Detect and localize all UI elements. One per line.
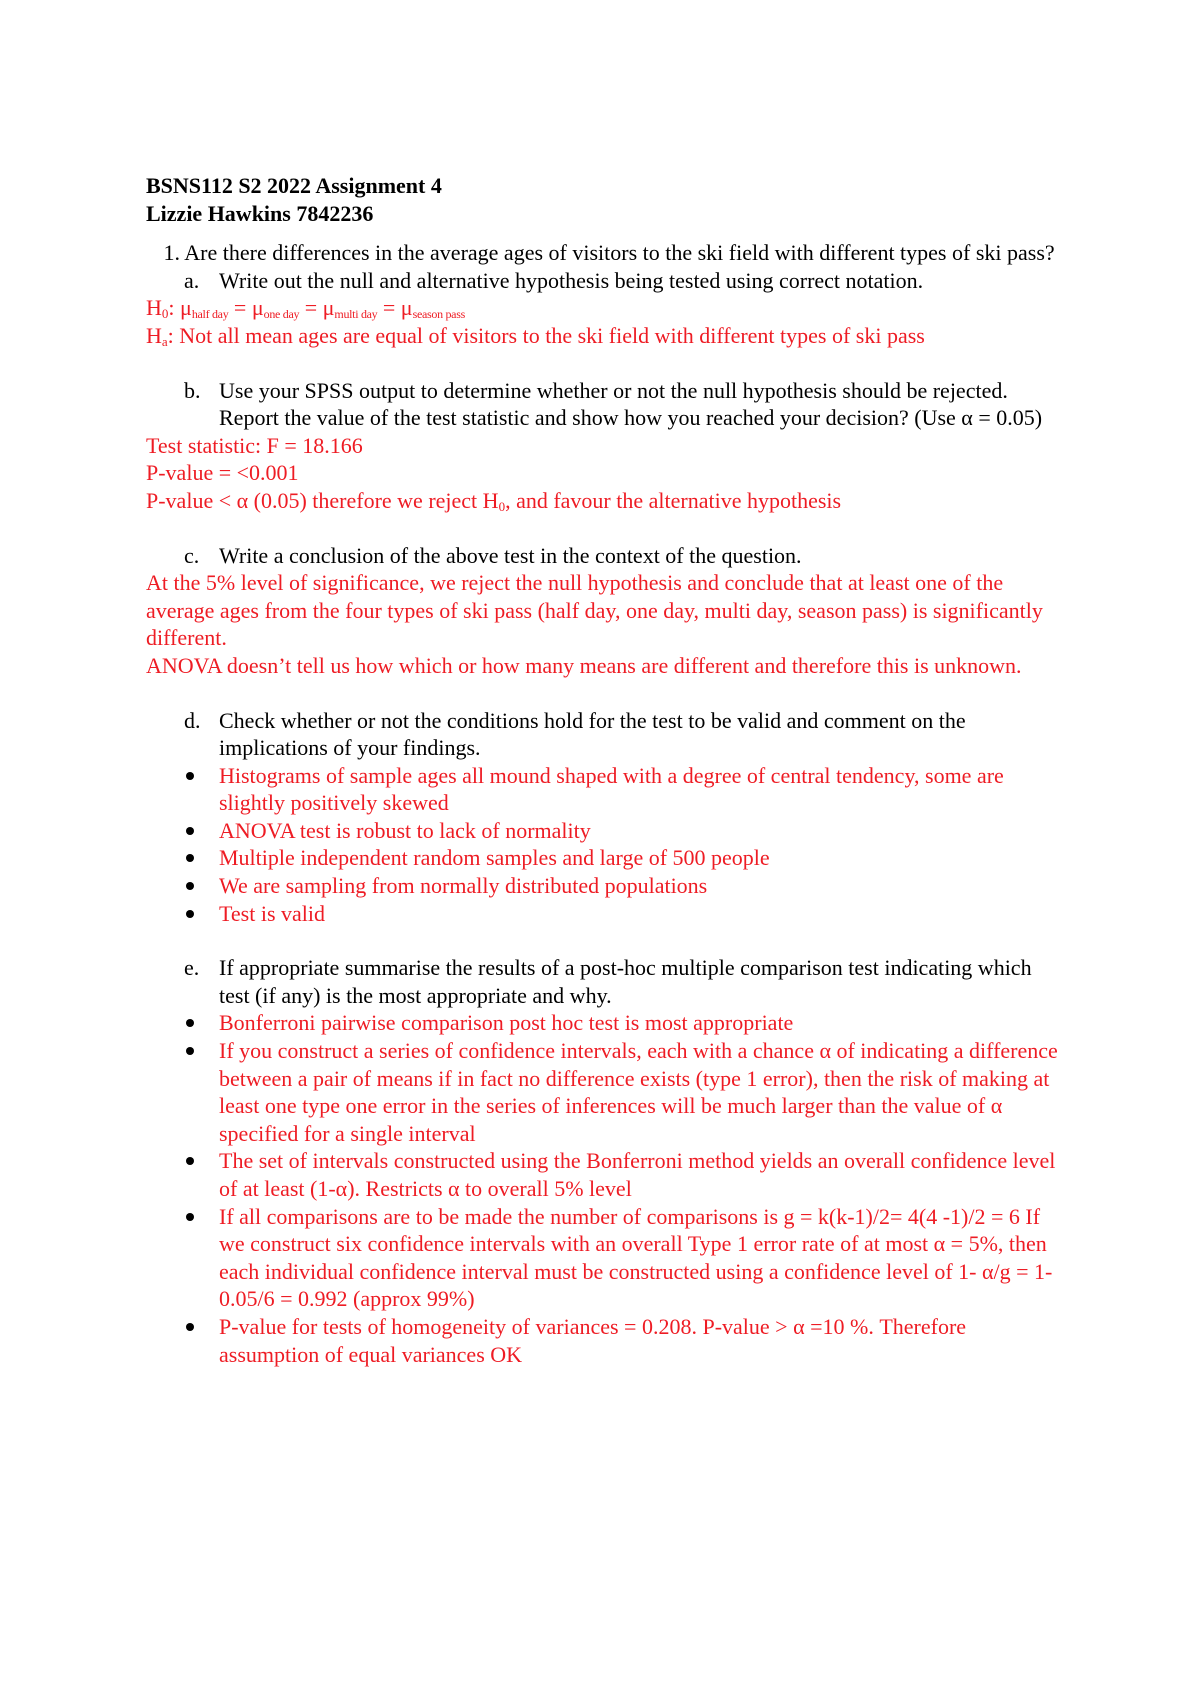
part-b-prompt xyxy=(184,377,1066,432)
part-d-prompt xyxy=(184,707,1066,762)
p-value-answer: P-value = <0.001 xyxy=(146,460,299,486)
ha-sub: a xyxy=(161,333,168,349)
h0-sub: 0 xyxy=(161,306,169,322)
ha-text: : Not all mean ages are equal of visitors to the ski field with different types of ski pass xyxy=(167,322,925,348)
spacer xyxy=(146,515,1066,542)
list-item xyxy=(184,844,1066,872)
spacer xyxy=(146,350,1066,377)
bullet-icon xyxy=(184,872,219,900)
bullet-icon xyxy=(184,817,219,845)
equals-sign: = xyxy=(228,295,252,321)
list-item-text: Multiple independent random samples and large of 500 people xyxy=(219,845,770,871)
document-body xyxy=(146,172,1066,1368)
h0-colon: : xyxy=(168,295,181,321)
spacer xyxy=(146,680,1066,707)
part-c-text: Write a conclusion of the above test in the context of the question. xyxy=(219,542,802,568)
bullet-icon xyxy=(184,1313,219,1368)
anova-note-answer: ANOVA doesn’t tell us how which or how many means are different and therefore this is unknown. xyxy=(146,652,1022,678)
list-item-text: If you construct a series of confidence intervals, each with a chance α of indicating a difference between a pair of means if in fact no difference exists (type 1 error), then the risk of making at least one type one error in the series of inferences will be much larger than the value of α specified for a single interval xyxy=(219,1038,1058,1146)
decision-answer xyxy=(146,487,1066,515)
list-item-text: Histograms of sample ages all mound shaped with a degree of central tendency, some are slightly positively skewed xyxy=(219,762,1004,816)
list-item-text: The set of intervals constructed using the Bonferroni method yields an overall confidence level of at least (1-α). Restricts α to overall 5% level xyxy=(219,1148,1056,1201)
spacer xyxy=(146,927,1066,954)
list-item-text: ANOVA test is robust to lack of normality xyxy=(219,817,591,843)
list-item xyxy=(184,762,1066,817)
list-item xyxy=(184,1313,1066,1368)
question-1-text: Are there differences in the average ages of visitors to the ski field with different types of ski pass? xyxy=(184,240,1055,266)
part-a-prompt xyxy=(184,267,1066,295)
mu-sub-one-day: one day xyxy=(263,307,300,322)
test-statistic-answer: Test statistic: F = 18.166 xyxy=(146,432,363,458)
bullet-icon xyxy=(184,1009,219,1037)
ha-label: H xyxy=(146,322,162,348)
document-title: BSNS112 S2 2022 Assignment 4 xyxy=(146,173,442,198)
list-item-text: P-value for tests of homogeneity of variances = 0.208. P-value > α =10 %. Therefore assumption of equal variances OK xyxy=(219,1313,967,1367)
question-1-number: 1. xyxy=(163,240,180,266)
list-item xyxy=(184,817,1066,845)
part-d-text: Check whether or not the conditions hold for the test to be valid and comment on the implications of your findings. xyxy=(219,707,966,761)
list-item xyxy=(184,1009,1066,1037)
part-e-text: If appropriate summarise the results of a post-hoc multiple comparison test indicating which test (if any) is the most appropriate and why. xyxy=(219,955,1032,1008)
bullet-icon xyxy=(184,1147,219,1202)
null-hypothesis xyxy=(146,294,1066,322)
bullet-icon xyxy=(184,900,219,928)
mu-sub-multi-day: multi day xyxy=(334,307,378,322)
part-c-letter: c. xyxy=(184,542,200,568)
author-line: Lizzie Hawkins 7842236 xyxy=(146,200,374,226)
part-e-prompt xyxy=(184,954,1066,1009)
list-item xyxy=(184,900,1066,928)
list-item xyxy=(184,1037,1066,1147)
list-item-text: We are sampling from normally distributed populations xyxy=(219,873,708,899)
list-item-text: Bonferroni pairwise comparison post hoc test is most appropriate xyxy=(219,1010,794,1036)
bullet-icon xyxy=(184,1203,219,1313)
part-c-prompt xyxy=(184,542,1066,570)
mu-symbol: μ xyxy=(400,295,413,321)
decision-sub: 0 xyxy=(498,498,506,514)
bullet-icon xyxy=(184,1037,219,1147)
h0-label: H xyxy=(146,295,162,321)
part-d-letter: d. xyxy=(184,707,201,733)
part-b-letter: b. xyxy=(184,377,201,403)
list-item xyxy=(184,1147,1066,1202)
part-a-text: Write out the null and alternative hypothesis being tested using correct notation. xyxy=(219,267,924,293)
conclusion-answer: At the 5% level of significance, we reject the null hypothesis and conclude that at least one of the average ages from the four types of ski pass (half day, one day, multi day, season pass) is significantly different. xyxy=(146,570,1043,651)
bullet-icon xyxy=(184,844,219,872)
mu-symbol: μ xyxy=(322,295,335,321)
alternative-hypothesis xyxy=(146,322,1066,350)
mu-symbol: μ xyxy=(251,295,264,321)
question-1 xyxy=(146,239,1066,267)
decision-pre: P-value < α (0.05) therefore we reject H xyxy=(146,487,499,513)
mu-sub-half-day: half day xyxy=(191,307,229,322)
bullet-icon xyxy=(184,762,219,817)
mu-symbol: μ xyxy=(180,295,192,321)
list-item xyxy=(184,1203,1066,1313)
list-item xyxy=(184,872,1066,900)
equals-sign: = xyxy=(299,295,323,321)
equals-sign: = xyxy=(377,295,401,321)
part-b-text: Use your SPSS output to determine whether or not the null hypothesis should be rejected. Report the value of the test statistic and show how you reached your decision? (Use α = 0.05) xyxy=(219,377,1043,431)
list-item-text: Test is valid xyxy=(219,900,326,926)
list-item-text: If all comparisons are to be made the number of comparisons is g = k(k-1)/2= 4(4 -1)/2 = 6 If we construct six confidence intervals with an overall Type 1 error rate of at most α = 5%, then each individual confidence interval must be constructed using a confidence level of 1- α/g = 1- 0.05/6 = 0.992 (approx 99%) xyxy=(219,1203,1053,1312)
part-e-letter: e. xyxy=(184,955,200,981)
mu-sub-season-pass: season pass xyxy=(412,307,465,322)
part-a-letter: a. xyxy=(184,267,200,293)
decision-post: , and favour the alternative hypothesis xyxy=(505,487,842,513)
